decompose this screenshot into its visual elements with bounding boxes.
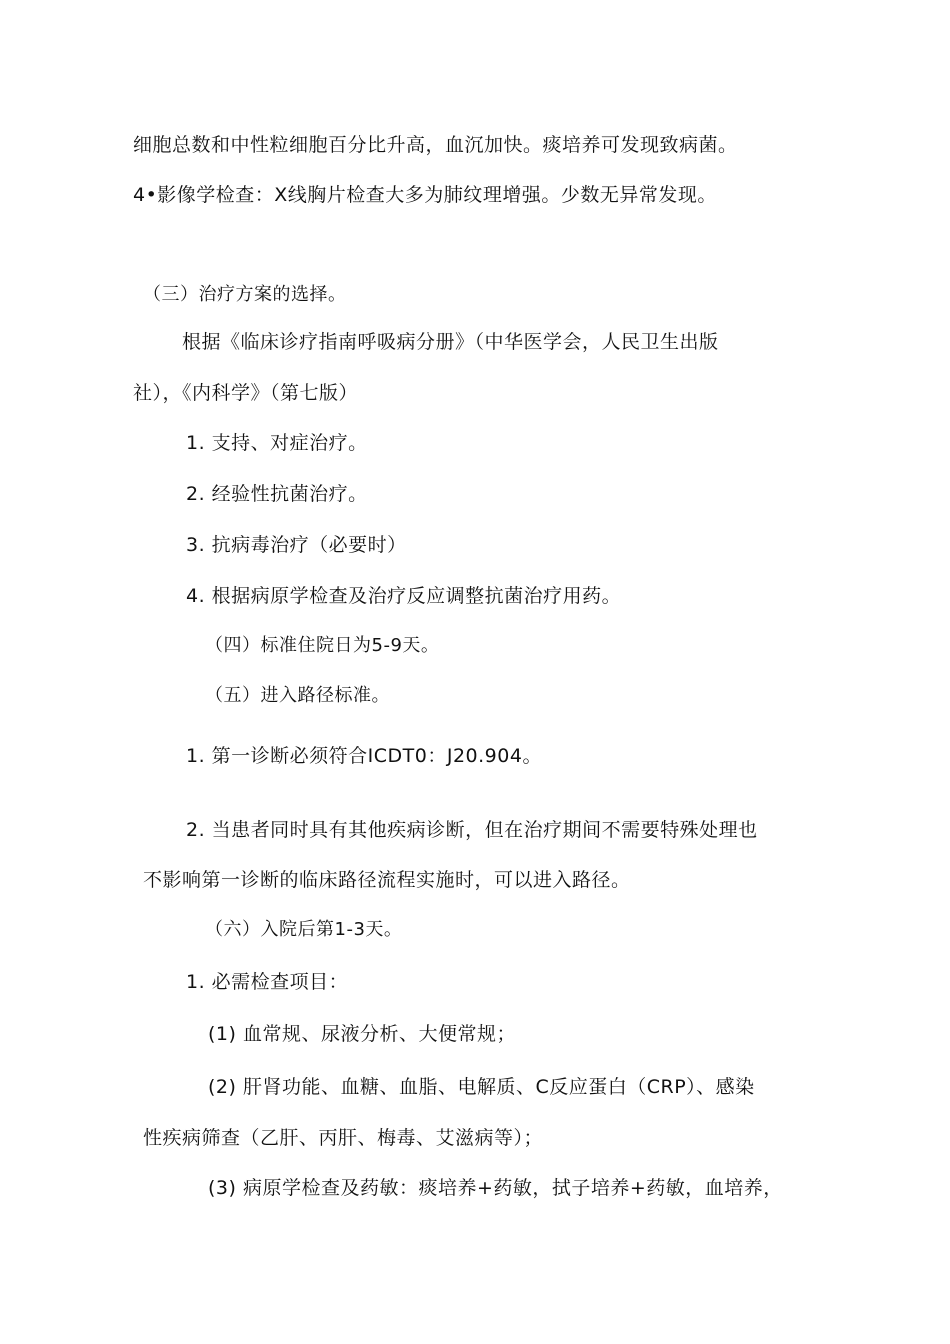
list-item: (3) 病原学检查及药敏：痰培养+药敏，拭子培养+药敏，血培养， xyxy=(208,1177,783,1199)
list-item: 2. 当患者同时具有其他疾病诊断，但在治疗期间不需要特殊处理也 xyxy=(186,819,758,841)
list-item: 4. 根据病原学检查及治疗反应调整抗菌治疗用药。 xyxy=(186,585,622,607)
text-line: 社），《内科学》（第七版） xyxy=(133,382,359,404)
text-line: 4•影像学检查：X线胸片检查大多为肺纹理增强。少数无异常发现。 xyxy=(133,184,717,206)
section-heading: （五）进入路径标准。 xyxy=(205,685,390,706)
list-item: 2. 经验性抗菌治疗。 xyxy=(186,483,368,505)
section-heading: （六）入院后第1-3天。 xyxy=(205,919,403,940)
text-line: 细胞总数和中性粒细胞百分比升高，血沉加快。痰培养可发现致病菌。 xyxy=(133,134,738,156)
text-line: 性疾病筛查（乙肝、丙肝、梅毒、艾滋病等）； xyxy=(143,1127,544,1149)
list-item: 1. 支持、对症治疗。 xyxy=(186,432,368,454)
list-item: (1) 血常规、尿液分析、大便常规； xyxy=(208,1023,516,1045)
text-line: 根据《临床诊疗指南呼吸病分册》（中华医学会，人民卫生出版 xyxy=(182,331,719,353)
list-item: (2) 肝肾功能、血糖、血脂、电解质、C反应蛋白（CRP）、感染 xyxy=(208,1076,755,1098)
section-heading: （三）治疗方案的选择。 xyxy=(143,284,347,305)
section-heading: （四）标准住院日为5-9天。 xyxy=(205,635,440,656)
text-line: 不影响第一诊断的临床路径流程实施时，可以进入路径。 xyxy=(143,869,631,891)
list-item: 1. 必需检查项目： xyxy=(186,971,349,993)
list-item: 1. 第一诊断必须符合ICDT0：J20.904。 xyxy=(186,745,542,767)
list-item: 3. 抗病毒治疗（必要时） xyxy=(186,534,407,556)
